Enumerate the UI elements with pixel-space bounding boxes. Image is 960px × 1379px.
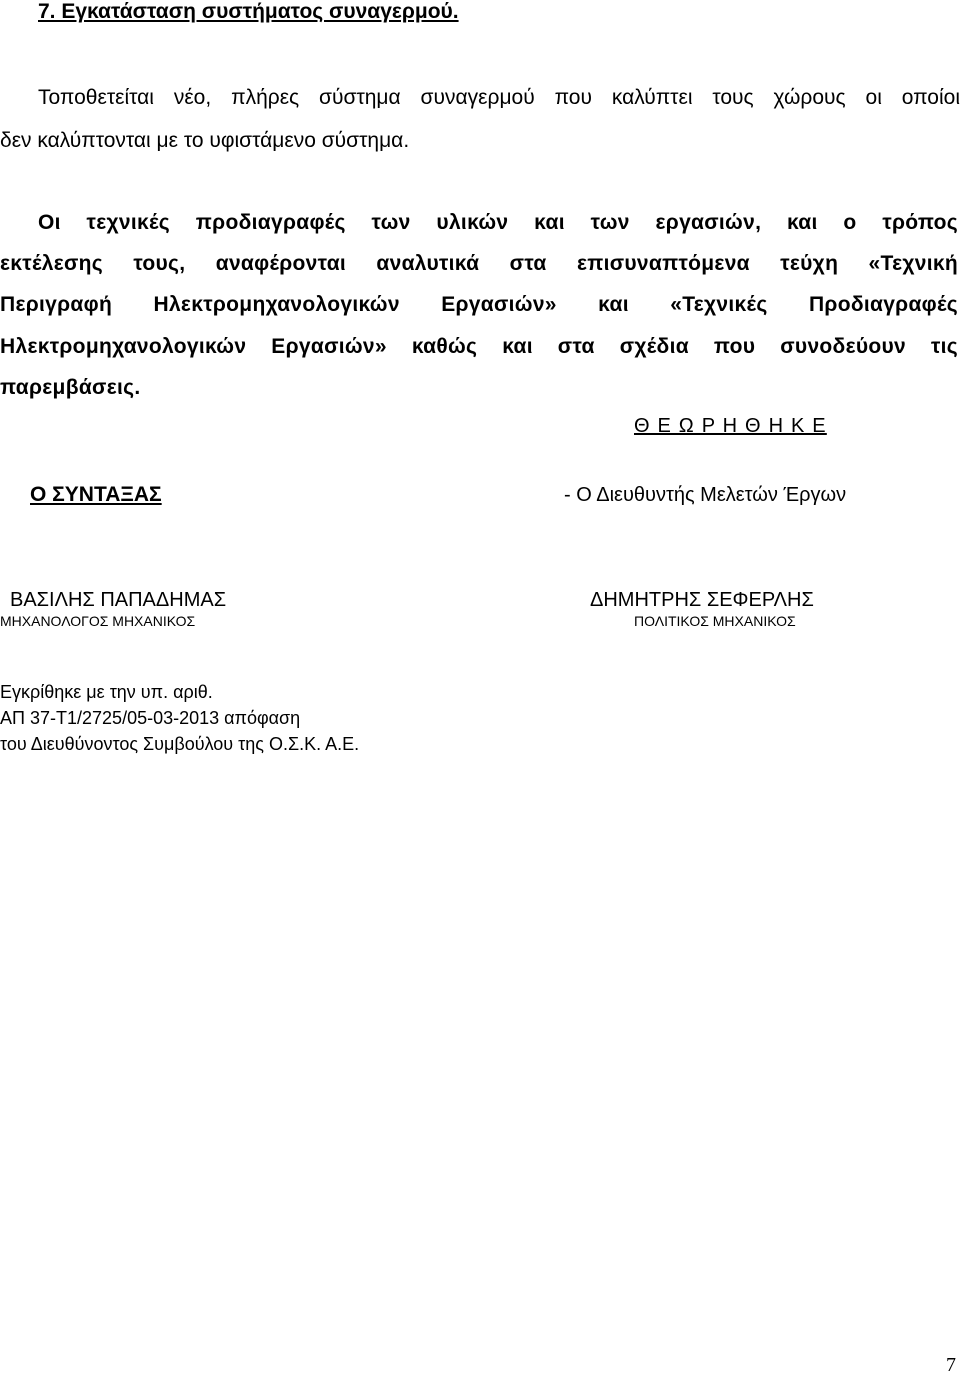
signatory-left-title: ΜΗΧΑΝΟΛΟΓΟΣ ΜΗΧΑΝΙΚΟΣ	[0, 613, 196, 629]
signatory-right-title: ΠΟΛΙΤΙΚΟΣ ΜΗΧΑΝΙΚΟΣ	[634, 613, 796, 629]
paragraph2-line: εκτέλεσης τους, αναφέρονται αναλυτικά στα επισυναπτόμενα τεύχη «Τεχνική	[0, 252, 958, 275]
paragraph2-line: Ηλεκτρομηχανολογικών Εργασιών» καθώς και στα σχέδια που συνοδεύουν τις	[0, 335, 958, 358]
approval-line: Εγκρίθηκε με την υπ. αριθ.	[0, 682, 213, 702]
page-number: 7	[946, 1354, 956, 1376]
paragraph2-line: παρεμβάσεις.	[0, 376, 141, 399]
composer-heading: Ο ΣΥΝΤΑΞΑΣ	[30, 483, 162, 506]
signatory-right-name: ΔΗΜΗΤΡΗΣ ΣΕΦΕΡΛΗΣ	[590, 589, 814, 611]
approval-line: ΑΠ 37-Τ1/2725/05-03-2013 απόφαση	[0, 708, 301, 728]
paragraph1-line: δεν καλύπτονται με το υφιστάμενο σύστημα.	[0, 129, 410, 152]
approval-line: του Διευθύνοντος Συμβούλου της Ο.Σ.Κ. Α.Ε.	[0, 734, 360, 754]
section-heading: 7. Εγκατάσταση συστήματος συναγερμού.	[38, 0, 459, 23]
signatory-left-name: ΒΑΣΙΛΗΣ ΠΑΠΑΔΗΜΑΣ	[10, 589, 227, 611]
director-line: - Ο Διευθυντής Μελετών Έργων	[564, 484, 847, 506]
paragraph1-line: Τοποθετείται νέο, πλήρες σύστημα συναγερμού που καλύπτει τους χώρους οι οποίοι	[38, 86, 960, 109]
paragraph2-line: Οι τεχνικές προδιαγραφές των υλικών και των εργασιών, και ο τρόπος	[38, 211, 958, 234]
approved-heading: Θ Ε Ω Ρ Η Θ Η Κ Ε	[634, 415, 827, 437]
paragraph2-line: Περιγραφή Ηλεκτρομηχανολογικών Εργασιών» και «Τεχνικές Προδιαγραφές	[0, 293, 958, 316]
